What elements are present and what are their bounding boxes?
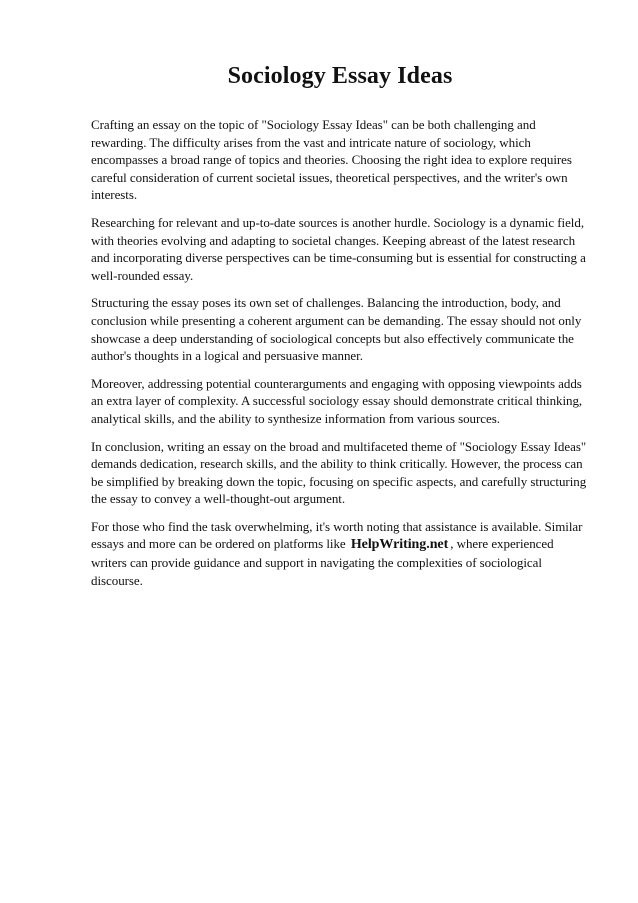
document-title: Sociology Essay Ideas [227,63,453,89]
paragraph-conclusion: In conclusion, writing an essay on the broad and multifaceted theme of "Sociology Essay Ideas" demands dedication, research skills, and the ability to think critically. However, the process can be simplified by breaking down the topic, focusing on specific aspects, and carefully structuring the essay to convey a well-thought-out argument. [91,438,587,507]
paragraph-intro: Crafting an essay on the topic of "Sociology Essay Ideas" can be both challenging and rewarding. The difficulty arises from the vast and intricate nature of sociology, which encompasses a broad range of topics and theories. Choosing the right idea to explore requires careful consideration of current societal issues, theoretical perspectives, and the writer's own interests. [91,117,572,203]
paragraph-assistance [91,518,589,589]
paragraph-counterarguments: Moreover, addressing potential counterarguments and engaging with opposing viewpoints adds an extra layer of complexity. A successful sociology essay should demonstrate critical thinking, analytical skills, and the ability to synthesize information from various sources. [91,375,583,426]
document-page [91,62,589,599]
paragraph-research: Researching for relevant and up-to-date sources is another hurdle. Sociology is a dynamic field, with theories evolving and adapting to societal changes. Keeping abreast of the latest research and incorporating diverse perspectives can be time-consuming but is essential for constructing a well-rounded essay. [91,214,586,283]
paragraph-structure: Structuring the essay poses its own set of challenges. Balancing the introduction, body, and conclusion while presenting a coherent argument can be demanding. The essay should not only showcase a deep understanding of sociological concepts but also effectively communicate the author's thoughts in a logical and persuasive manner. [91,295,582,364]
helpwriting-link[interactable]: HelpWriting.net [350,537,449,553]
assistance-text-after: , where experienced writers can provide guidance and support in navigating the complexities of sociological discourse. [91,536,554,588]
assistance-text-before: For those who find the task overwhelming, it's worth noting that assistance is available. Similar essays and more can be ordered on platforms like [91,518,583,552]
